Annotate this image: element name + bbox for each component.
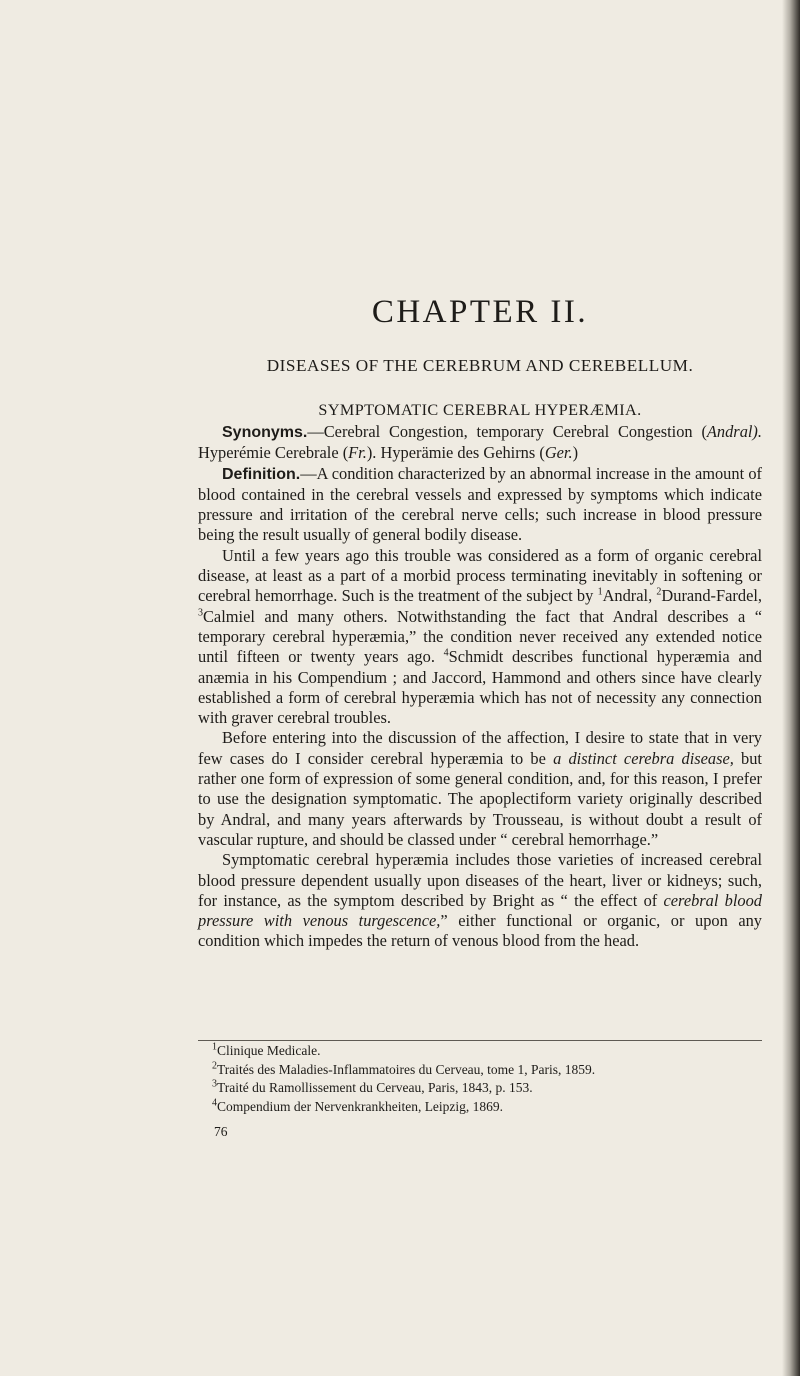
varieties-emphasis: cerebral blood pressure with venous turgescence, [198,890,762,931]
footnote-mark: 1 [212,1041,217,1053]
footnote [212,1079,762,1098]
history-text-e: Schmidt describes functional hyperæmia and anæmia in his Compendium ; and Jaccord, Hammond and others since have clearly established a form of cerebral hyperæmia which has not of necessity any connection with graver cerebral troubles. [198,647,762,728]
synonyms-text: —Cerebral Congestion, temporary Cerebral Congestion ( [307,422,707,441]
discussion-emphasis: a distinct cerebra disease, [553,748,734,768]
footnote-mark: 3 [212,1078,217,1090]
footnote-ref-2: 2 [656,586,662,598]
footnote-ref-1: 1 [597,586,603,598]
history-text-d: Calmiel and many others. Notwithstanding the fact that Andral describes a “ temporary cerebral hyperæmia,” the condition never received any extended notice until fifteen or twenty years ago. [198,606,762,667]
section-title: SYMPTOMATIC CEREBRAL HYPERÆMIA. [318,401,642,419]
footnote-text: Compendium der Nervenkrankheiten, Leipzig, 1869. [217,1099,504,1115]
varieties-paragraph [198,850,762,951]
definition-paragraph [198,464,762,546]
discussion-text-a: Before entering into the discussion of the affection, I desire to state that in very few cases do I consider cerebral hyperæmia to be [198,728,762,768]
chapter-title: DISEASES OF THE CEREBRUM AND CEREBELLUM. [266,356,694,375]
footnote-ref-4: 4 [443,647,449,659]
synonyms-ger: Ger. [544,443,573,463]
footnote-text: Traités des Maladies-Inflammatoires du Cerveau, tome 1, Paris, 1859. [217,1061,596,1077]
footnote [212,1061,762,1080]
footnote-mark: 4 [212,1097,217,1109]
synonyms-fr: Fr. [348,443,367,463]
footnote [212,1042,762,1061]
discussion-text-b: but rather one form of expression of some general condition, and, for this reason, I prefer to use the designation symptomatic. The apoplectiform variety originally described by Andral, and many years afterwards by Trousseau, is without doubt a result of vascular rupture, and should be classed under “ cerebral hemorrhage.” [198,748,762,849]
definition-text: —A condition characterized by an abnormal increase in the amount of blood contained in the cerebral vessels and expressed by symptoms which indicate pressure and irritation of the cerebral nerve cells; such increase in blood pressure being the result usually of general bodily disease. [198,463,762,545]
history-text-c: Durand-Fardel, [661,586,762,606]
footnote-text: Clinique Medicale. [217,1043,321,1058]
footnote [212,1098,762,1117]
synonyms-andral: Andral). [706,422,762,441]
footnote-ref-3: 3 [198,607,203,619]
footnote-divider [198,1040,762,1041]
chapter-heading: CHAPTER II. [371,294,589,330]
synonyms-hyperamie: ). Hyperämie des Gehirns ( [366,443,545,463]
synonyms-hyperemie: Hyperémie Cerebrale ( [198,443,349,463]
synonyms-paragraph [198,422,762,464]
history-paragraph [198,546,762,729]
page-binding-shadow [782,0,800,1376]
definition-label: Definition. [222,465,301,483]
history-text-a: Until a few years ago this trouble was considered as a form of organic cerebral disease, at least as a part of a morbid process terminating inevitably in softening or cerebral hemorrhage. Such is the treatment of the subject by [198,545,762,606]
body-text [198,422,762,952]
page-number: 76 [214,1124,228,1139]
footnote-text: Traité du Ramollissement du Cerveau, Paris, 1843, p. 153. [217,1080,533,1096]
footnotes [212,1042,762,1117]
varieties-text-b: ” either functional or organic, or upon any condition which impedes the return of venous blood from the head. [198,911,762,951]
footnote-mark: 2 [212,1060,217,1072]
history-text-b: Andral, [602,586,657,606]
synonyms-close: ) [572,443,579,463]
synonyms-label: Synonyms. [222,424,308,441]
discussion-paragraph [198,728,762,850]
varieties-text-a: Symptomatic cerebral hyperæmia includes those varieties of increased cerebral blood pressure dependent usually upon diseases of the heart, liver or kidneys; such, for instance, as the symptom described by Bright as “ the effect of [198,850,762,910]
